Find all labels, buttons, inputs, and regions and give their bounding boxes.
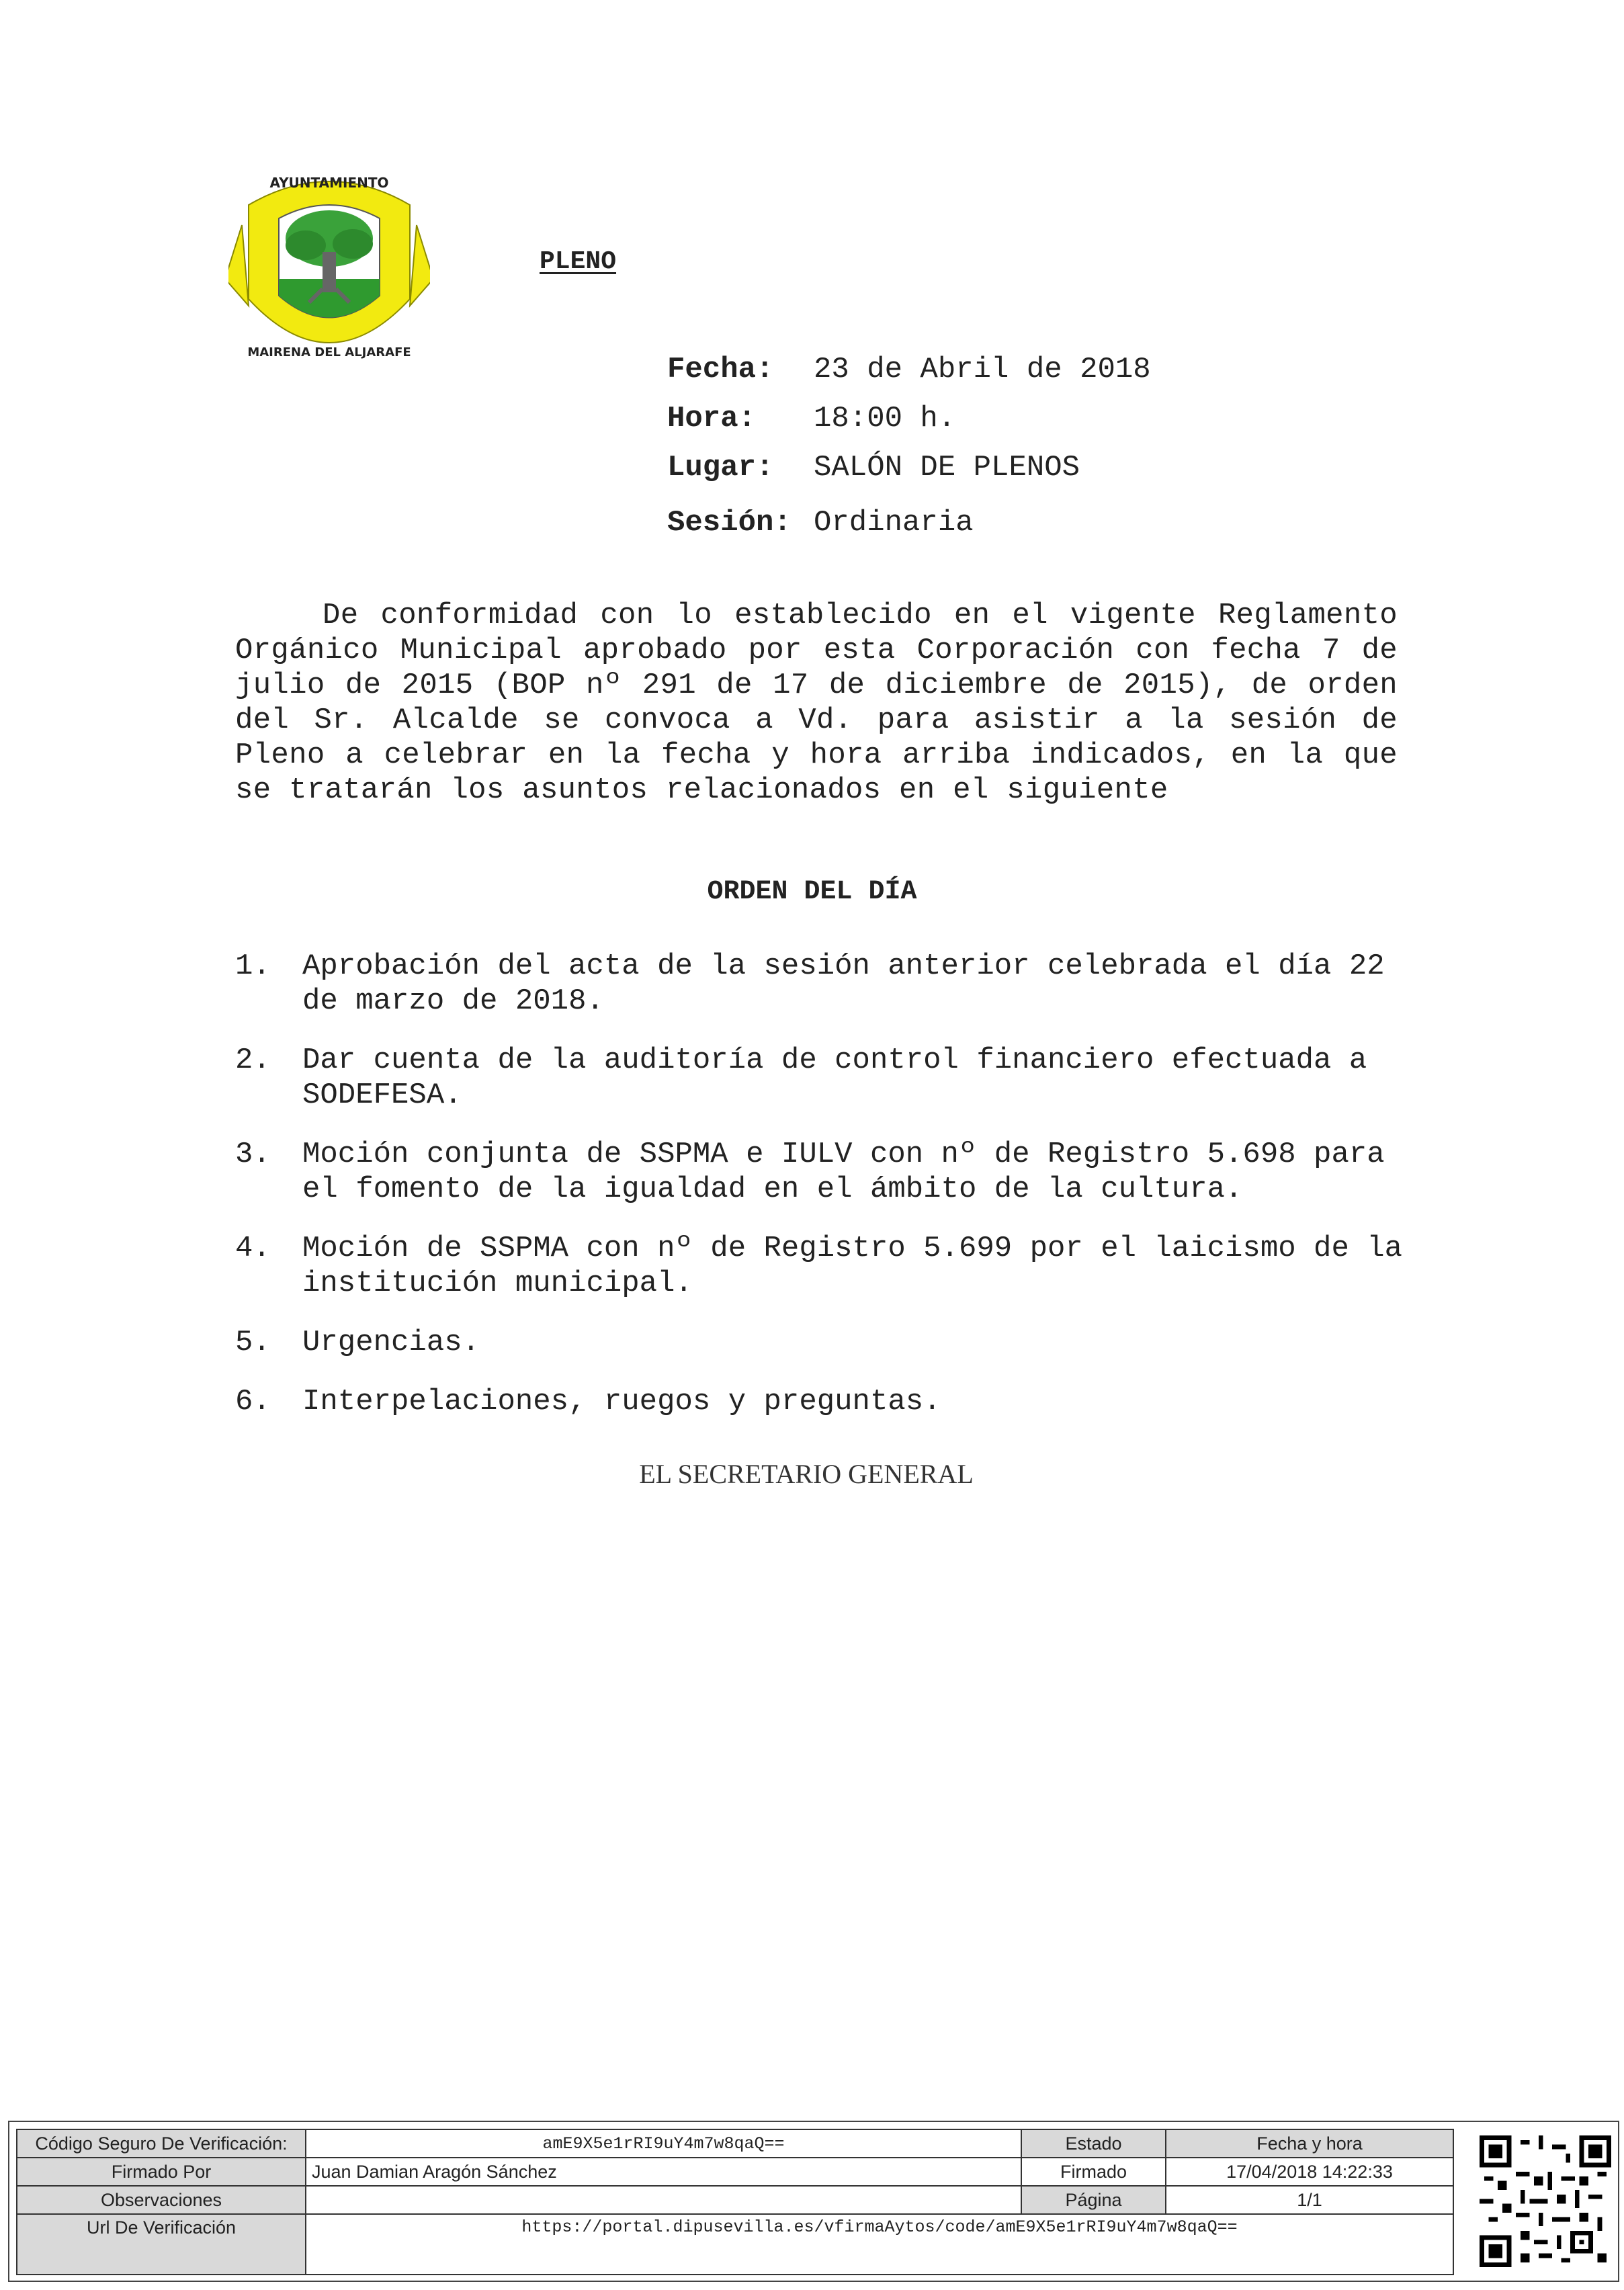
agenda-text: Urgencias. <box>302 1326 480 1359</box>
agenda-text: Aprobación del acta de la sesión anterior celebrada el día 22 de marzo de 2018. <box>302 949 1385 1018</box>
meta-label: Fecha: <box>667 353 774 386</box>
agenda-number: 6. <box>235 1385 271 1418</box>
fecha-value: 17/04/2018 14:22:33 <box>1166 2158 1453 2186</box>
document-title: PLENO <box>540 247 617 276</box>
meta-hora <box>667 402 955 435</box>
verification-footer <box>8 2121 1619 2282</box>
meta-sesion <box>667 506 974 540</box>
meta-value: Ordinaria <box>814 506 974 540</box>
agenda-number: 4. <box>235 1232 271 1265</box>
meta-label: Hora: <box>667 402 757 435</box>
agenda-item <box>235 949 1418 1019</box>
agenda-number: 3. <box>235 1138 271 1171</box>
agenda-text: Moción conjunta de SSPMA e IULV con nº de Registro 5.698 para el fomento de la igualdad en el ámbito de la cultura. <box>302 1138 1385 1206</box>
firmado-label: Firmado Por <box>17 2158 306 2186</box>
agenda-number: 5. <box>235 1326 271 1359</box>
agenda-item <box>235 1231 1418 1301</box>
fecha-label: Fecha y hora <box>1166 2129 1453 2158</box>
estado-label: Estado <box>1021 2129 1166 2158</box>
orden-del-dia-heading: ORDEN DEL DÍA <box>707 877 917 907</box>
agenda-number: 2. <box>235 1044 271 1077</box>
url-value[interactable]: https://portal.dipusevilla.es/vfirmaAytos/code/amE9X5e1rRI9uY4m7w8qaQ== <box>306 2214 1453 2275</box>
agenda-item <box>235 1137 1418 1207</box>
meta-value: SALÓN DE PLENOS <box>814 451 1080 484</box>
meta-fecha <box>667 353 1151 386</box>
meta-label: Sesión: <box>667 506 792 540</box>
observaciones-label: Observaciones <box>17 2186 306 2214</box>
agenda-text: Interpelaciones, ruegos y preguntas. <box>302 1385 941 1418</box>
agenda-text: Moción de SSPMA con nº de Registro 5.699 por el laicismo de la institución municipal. <box>302 1232 1403 1300</box>
observaciones-value <box>306 2186 1021 2214</box>
municipal-logo <box>228 165 430 373</box>
pagina-label: Página <box>1021 2186 1166 2214</box>
url-label: Url De Verificación <box>17 2214 306 2275</box>
meta-value: 18:00 h. <box>814 402 956 435</box>
estado-value: Firmado <box>1021 2158 1166 2186</box>
svg-text:AYUNTAMIENTO: AYUNTAMIENTO <box>269 175 389 191</box>
firmado-value: Juan Damian Aragón Sánchez <box>306 2158 1021 2186</box>
signer-title: EL SECRETARIO GENERAL <box>639 1459 974 1489</box>
svg-text:MAIRENA DEL ALJARAFE: MAIRENA DEL ALJARAFE <box>247 345 411 359</box>
meta-label: Lugar: <box>667 451 774 484</box>
qr-code-icon <box>1480 2135 1611 2267</box>
intro-paragraph: De conformidad con lo establecido en el vigente Reglamento Orgánico Municipal aprobado por esta Corporación con fecha 7 de julio de 2015 (BOP nº 291 de 17 de diciembre de 2015), de orden del Sr. Alcalde se convoca a Vd. para asistir a la sesión de Pleno a celebrar en la fecha y hora arriba indicados, en la que se tratarán los asuntos relacionados en el siguiente <box>235 599 1398 807</box>
meta-value: 23 de Abril de 2018 <box>814 353 1151 386</box>
agenda-list <box>235 949 1418 1443</box>
agenda-number: 1. <box>235 949 271 983</box>
agenda-item <box>235 1043 1418 1113</box>
meta-lugar <box>667 451 1080 484</box>
pagina-value: 1/1 <box>1166 2186 1453 2214</box>
csv-label: Código Seguro De Verificación: <box>17 2129 306 2158</box>
verification-table <box>16 2129 1454 2275</box>
agenda-text: Dar cuenta de la auditoría de control financiero efectuada a SODEFESA. <box>302 1044 1367 1112</box>
csv-value: amE9X5e1rRI9uY4m7w8qaQ== <box>306 2129 1021 2158</box>
agenda-item <box>235 1325 1418 1360</box>
agenda-item <box>235 1384 1418 1419</box>
